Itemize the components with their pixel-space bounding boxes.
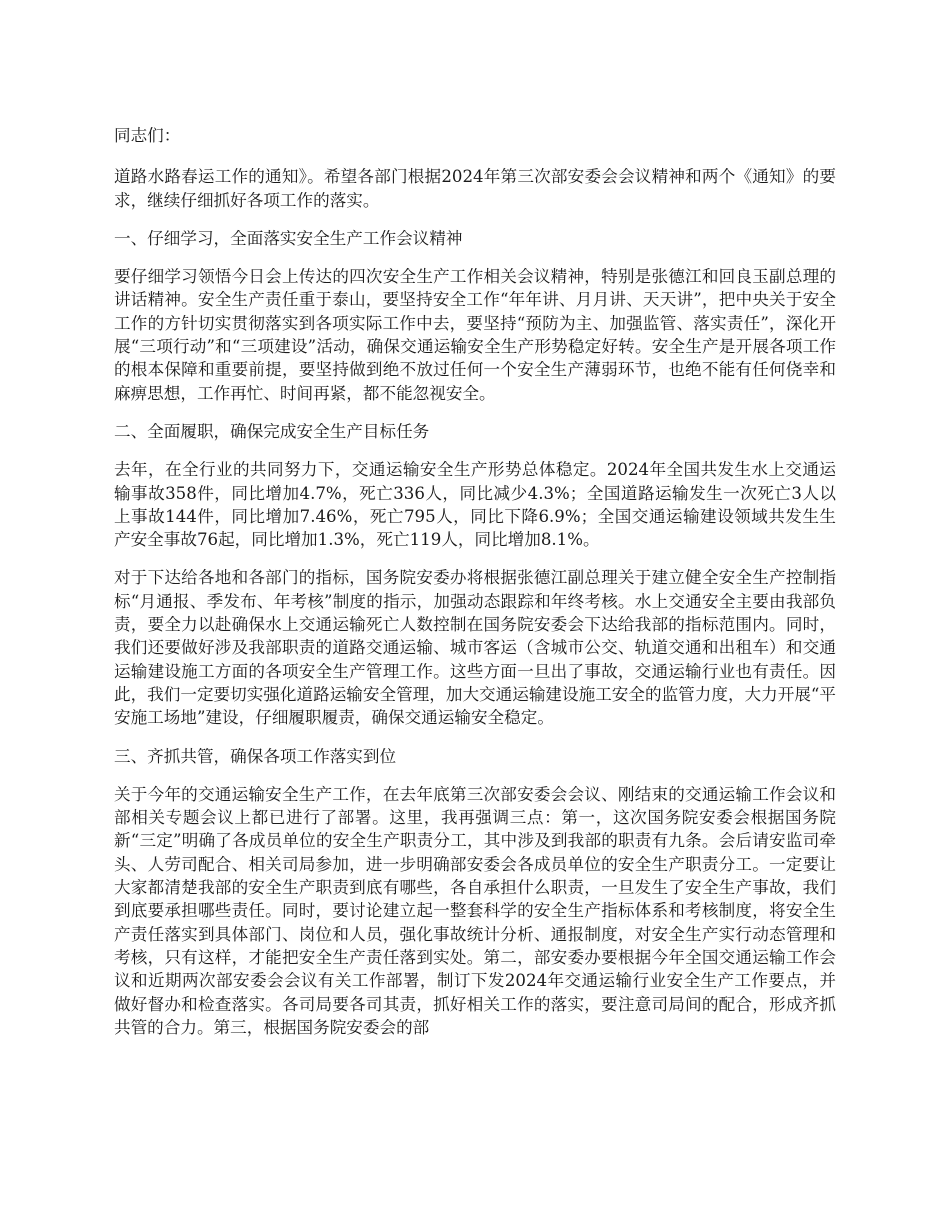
paragraph-targets: 对于下达给各地和各部门的指标，国务院安委办将根据张德江副总理关于建立健全安全生产控制指标“月通报、季发布、年考核”制度的指示，加强动态跟踪和年终考核。水上交通安全主要由我部负责，要全力以赴确保水上交通运输死亡人数控制在国务院安委会下达给我部的指标范围内。同时，我们还要做好涉及我部职责的道路交通运输、城市客运（含城市公交、轨道交通和出租车）和交通运输建设施工方面的各项安全生产管理工作。这些方面一旦出了事故，交通运输行业也有责任。因此，我们一定要切实强化道路运输安全管理，加大交通运输建设施工安全的监管力度，大力开展“平安施工场地”建设，仔细履职履责，确保交通运输安全稳定。 bbox=[114, 568, 837, 728]
document-body bbox=[114, 124, 836, 1054]
paragraph-notice-closing: 道路水路春运工作的通知》。希望各部门根据2024年第三次部安委会会议精神和两个《通知》的要求，继续仔细抓好各项工作的落实。 bbox=[114, 167, 836, 210]
paragraph-accident-statistics: 去年，在全行业的共同努力下，交通运输安全生产形势总体稳定。2024年全国共发生水上交通运输事故358件，同比增加4.7%，死亡336人，同比减少4.3%；全国道路运输发生一次死亡3人以上事故144件，同比增加7.46%，死亡795人，同比下降6.9%；全国交通运输建设领域共发生生产安全事故76起，同比增加1.3%，死亡119人，同比增加8.1%。 bbox=[114, 460, 836, 550]
section-heading-3: 三、齐抓共管，确保各项工作落实到位 bbox=[114, 746, 397, 766]
salutation: 同志们： bbox=[114, 126, 181, 145]
section-heading-2: 二、全面履职，确保完成安全生产目标任务 bbox=[114, 421, 430, 441]
paragraph-study-spirit: 要仔细学习领悟今日会上传达的四次安全生产工作相关会议精神，特别是张德江和回良玉副总理的讲话精神。安全生产责任重于泰山，要坚持安全工作“年年讲、月月讲、天天讲”，把中央关于安全工作的方针切实贯彻落实到各项实际工作中去，要坚持“预防为主、加强监管、落实责任”，深化开展“三项行动”和“三项建设”活动，确保交通运输安全生产形势稳定好转。安全生产是开展各项工作的根本保障和重要前提，要坚持做到绝不放过任何一个安全生产薄弱环节，也绝不能有任何侥幸和麻痹思想，工作再忙、时间再紧，都不能忽视安全。 bbox=[114, 267, 836, 403]
section-heading-1: 一、仔细学习，全面落实安全生产工作会议精神 bbox=[114, 228, 463, 248]
paragraph-joint-management: 关于今年的交通运输安全生产工作，在去年底第三次部安委会会议、刚结束的交通运输工作会议和部相关专题会议上都已进行了部署。这里，我再强调三点：第一，这次国务院安委会根据国务院新“三定”明确了各成员单位的安全生产职责分工，其中涉及到我部的职责有九条。会后请安监司牵头、人劳司配合、相关司局参加，进一步明确部安委会各成员单位的安全生产职责分工。一定要让大家都清楚我部的安全生产职责到底有哪些，各自承担什么职责，一旦发生了安全生产事故，我们到底要承担哪些责任。同时，要讨论建立起一整套科学的安全生产指标体系和考核制度，将安全生产责任落实到具体部门、岗位和人员，强化事故统计分析、通报制度，对安全生产实行动态管理和考核，只有这样，才能把安全生产责任落到实处。第二，部安委办要根据今年全国交通运输工作会议和近期两次部安委会会议有关工作部署，制订下发2024年交通运输行业安全生产工作要点，并做好督办和检查落实。各司局要各司其责，抓好相关工作的落实，要注意司局间的配合，形成齐抓共管的合力。第三，根据国务院安委会的部 bbox=[114, 784, 836, 1037]
